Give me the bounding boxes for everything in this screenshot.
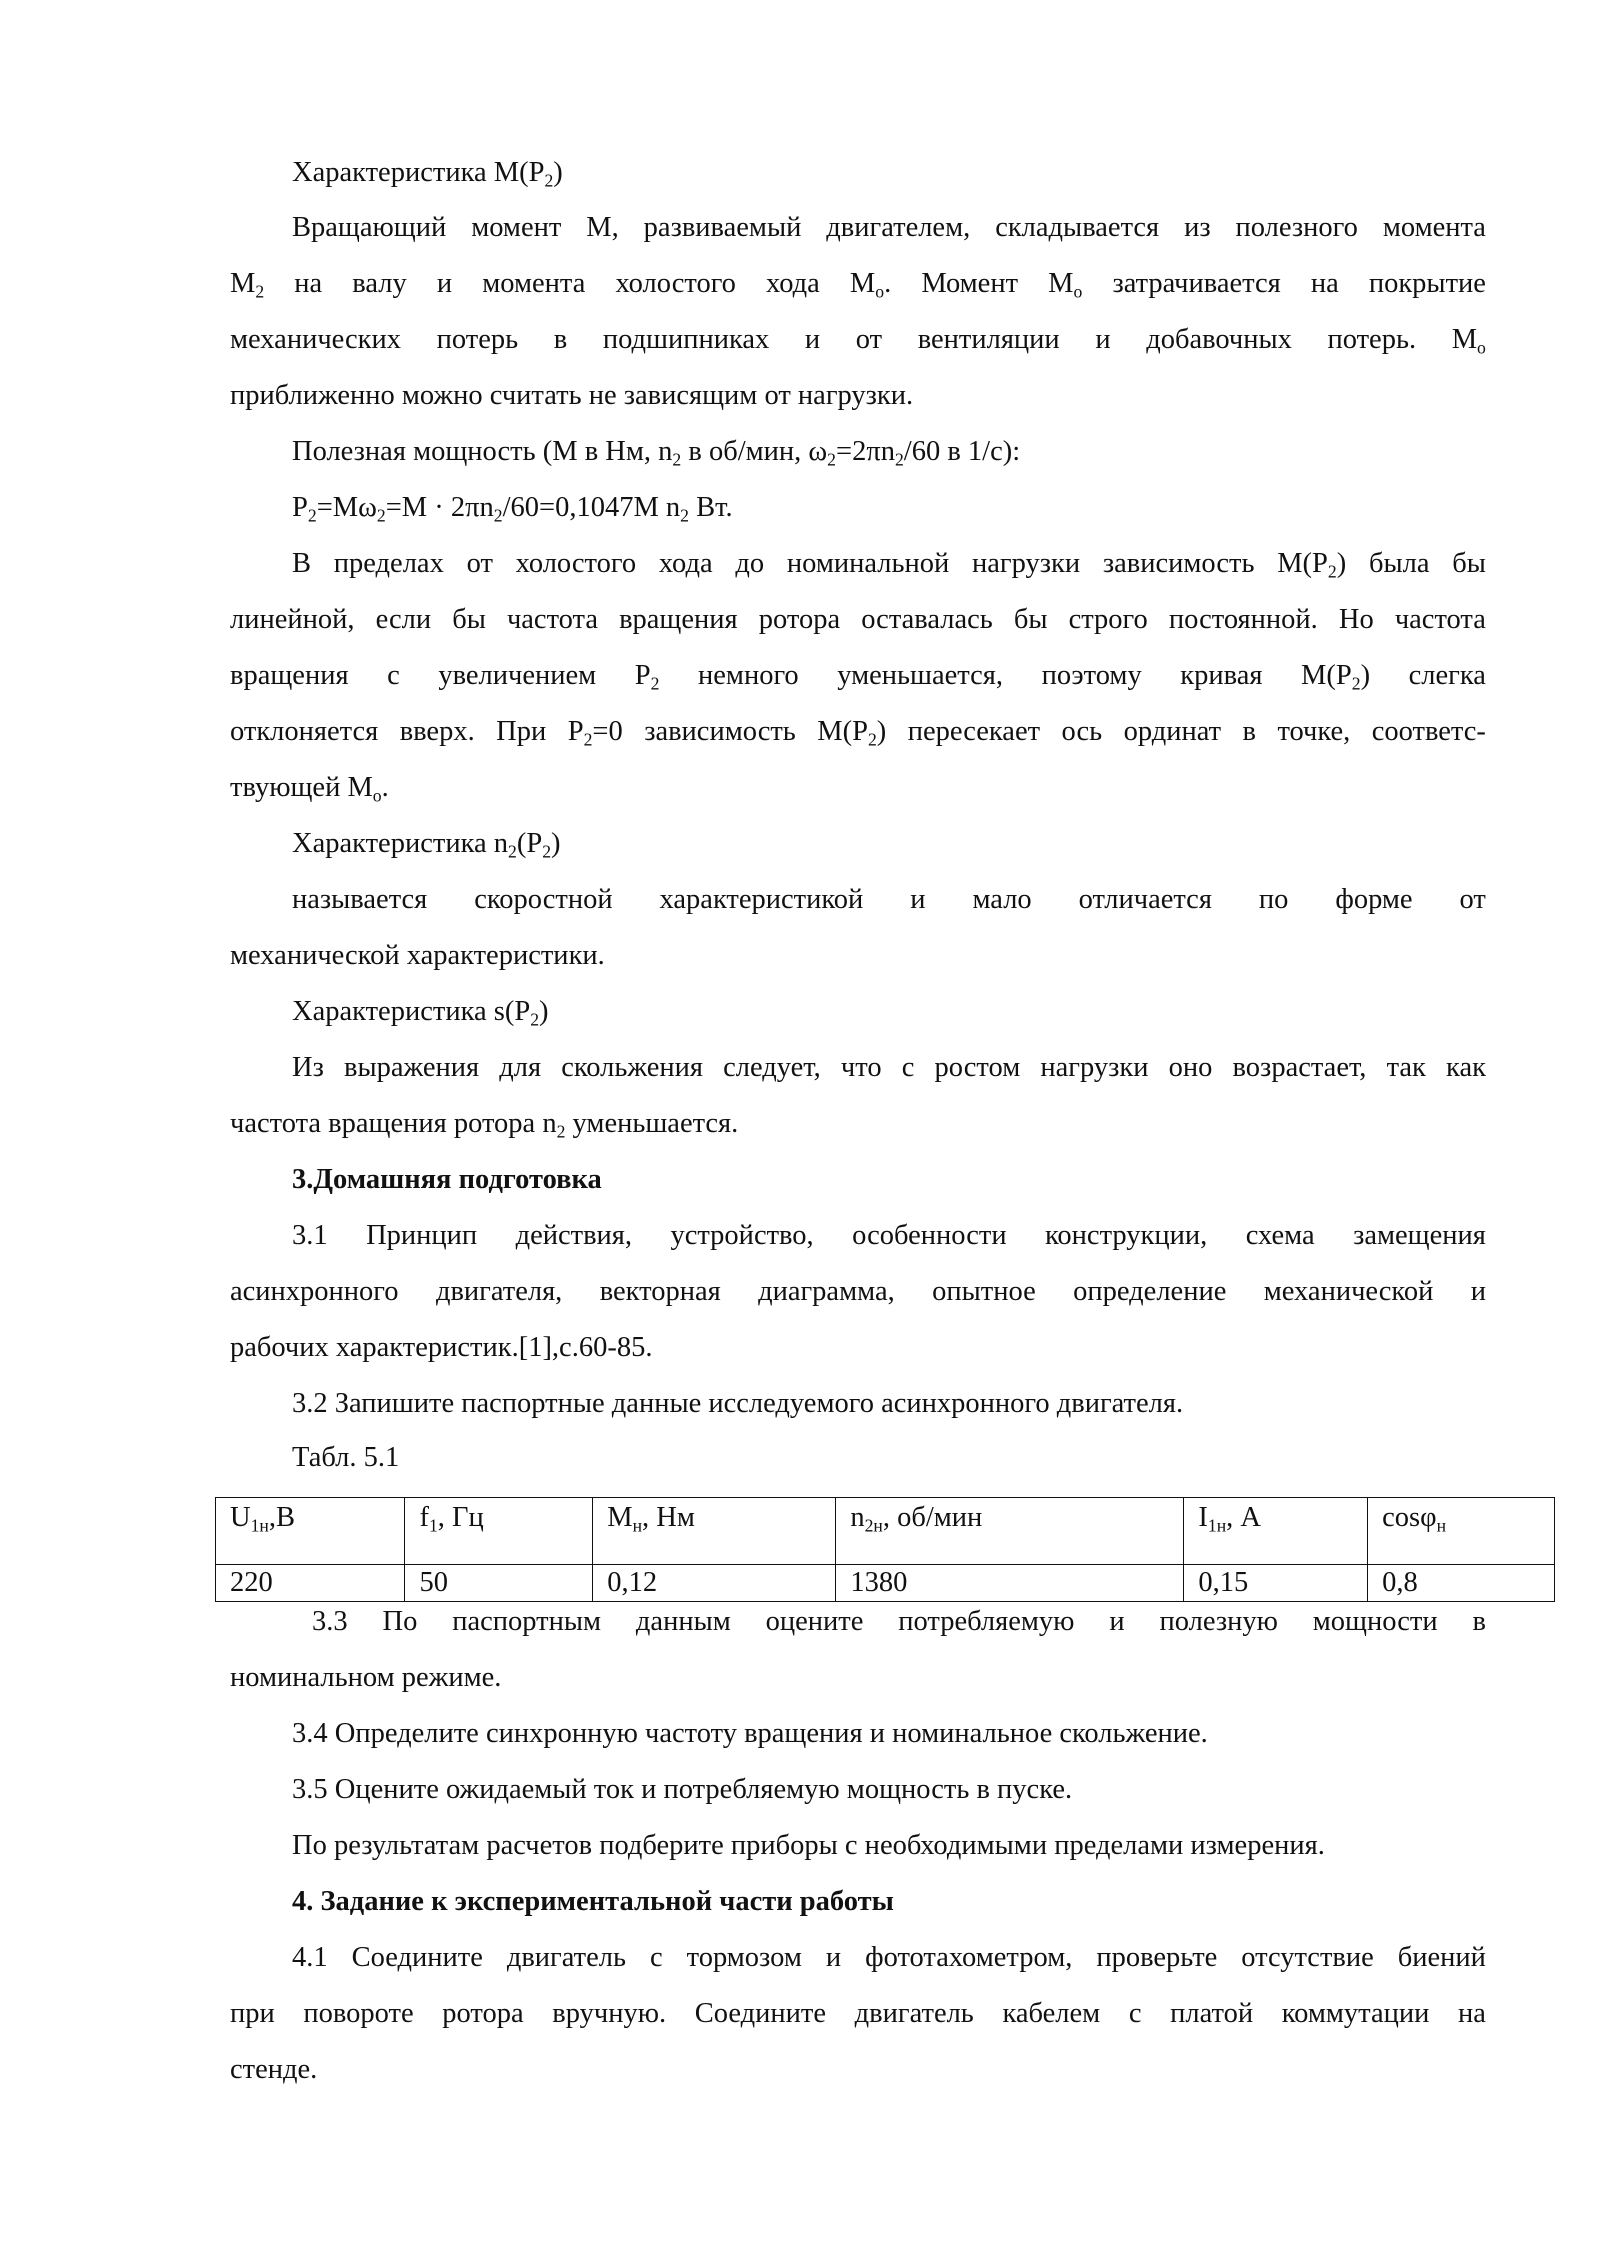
paragraph-line: рабочих характеристик.[1],с.60-85. [230, 1332, 653, 1363]
paragraph-line: линейной, если бы частота вращения ротора оставалась бы строго постоянной. Но частота [230, 604, 1486, 635]
paragraph-line: стенде. [230, 2054, 318, 2085]
paragraph-line: приближенно можно считать не зависящим от нагрузки. [230, 380, 914, 411]
paragraph-line: 4.1 Соедините двигатель с тормозом и фототахометром, проверьте отсутствие биений [292, 1942, 1486, 1973]
section-heading: 4. Задание к экспериментальной части работы [292, 1886, 894, 1917]
paragraph-line: 3.2 Запишите паспортные данные исследуемого асинхронного двигателя. [292, 1388, 1184, 1419]
paragraph-line: номинальном режиме. [230, 1662, 502, 1693]
table-cell: 50 [405, 1565, 593, 1602]
table-header-cell: $М_н$, Нм [593, 1498, 836, 1565]
power-definition: Полезная мощность (М в Нм, $n_2$ в об/мин, $\omega_2=2\pi n_2/60$ в 1/с): [292, 436, 1021, 470]
paragraph-line: По результатам расчетов подберите приборы с необходимыми пределами измерения. [292, 1830, 1325, 1861]
table-header-cell: $I_{1н}$, А [1184, 1498, 1368, 1565]
table-cell: 0,15 [1184, 1565, 1368, 1602]
paragraph-line: Из выражения для скольжения следует, что с ростом нагрузки оно возрастает, так как [292, 1052, 1486, 1083]
table-cell: 220 [216, 1565, 405, 1602]
table-caption: Табл. 5.1 [292, 1442, 400, 1473]
paragraph-line: 3.5 Оцените ожидаемый ток и потребляемую мощность в пуске. [292, 1774, 1073, 1805]
paragraph-line: 3.1 Принцип действия, устройство, особенности конструкции, схема замещения [292, 1220, 1486, 1251]
table-cell: 1380 [836, 1565, 1184, 1602]
paragraph-line: $М_2$ на валу и момента холостого хода $М_о$. Момент $М_о$ затрачивается на покрытие [230, 268, 1486, 302]
paragraph-line: 3.3 По паспортным данным оцените потребляемую и полезную мощности в [312, 1606, 1486, 1637]
paragraph-line: асинхронного двигателя, векторная диаграмма, опытное определение механической и [230, 1276, 1486, 1307]
subheading-m-p2: Характеристика $М(Р_2)$ [292, 157, 563, 191]
table-header-cell: $n_{2н}$, об/мин [836, 1498, 1184, 1565]
paragraph-line: механической характеристики. [230, 940, 605, 971]
table-header-cell: $U_{1н},В$ [216, 1498, 405, 1565]
table-cell: 0,8 [1368, 1565, 1555, 1602]
paragraph-line: частота вращения ротора $n_2$ уменьшается. [230, 1108, 739, 1142]
paragraph-line: Вращающий момент М, развиваемый двигателем, складывается из полезного момента [292, 212, 1486, 243]
paragraph-line: отклоняется вверх. При $Р_2=0$ зависимость $М(Р_2)$ пересекает ось ординат в точке, соответс- [230, 716, 1486, 750]
table-header-cell: $f_1$, Гц [405, 1498, 593, 1565]
table-header-cell: cosφ$_н$ [1368, 1498, 1555, 1565]
paragraph-line: механических потерь в подшипниках и от вентиляции и добавочных потерь. $М_о$ [230, 324, 1486, 358]
section-heading: 3.Домашняя подготовка [292, 1164, 602, 1195]
paragraph-line: В пределах от холостого хода до номинальной нагрузки зависимость $М(Р_2)$ была бы [292, 548, 1486, 582]
paragraph-line: называется скоростной характеристикой и мало отличается по форме от [292, 884, 1486, 915]
table-row [216, 1565, 1555, 1602]
passport-data-table [215, 1497, 1555, 1602]
subheading-s-p2: Характеристика $s(Р_2)$ [292, 996, 549, 1030]
power-formula: $Р_2=М\omega_2=М \cdot 2\pi n_2/60=0,1047М$ $n_2$ Вт. [292, 492, 733, 526]
table-header-row [216, 1498, 1555, 1565]
paragraph-line: 3.4 Определите синхронную частоту вращения и номинальное скольжение. [292, 1718, 1208, 1749]
subheading-n2-p2: Характеристика $n_2(Р_2)$ [292, 828, 561, 862]
paragraph-line: твующей $М_о$. [230, 772, 389, 806]
paragraph-line: вращения с увеличением $Р_2$ немного уменьшается, поэтому кривая $М(Р_2)$ слегка [230, 660, 1486, 694]
paragraph-line: при повороте ротора вручную. Соедините двигатель кабелем с платой коммутации на [230, 1998, 1486, 2029]
table-cell: 0,12 [593, 1565, 836, 1602]
